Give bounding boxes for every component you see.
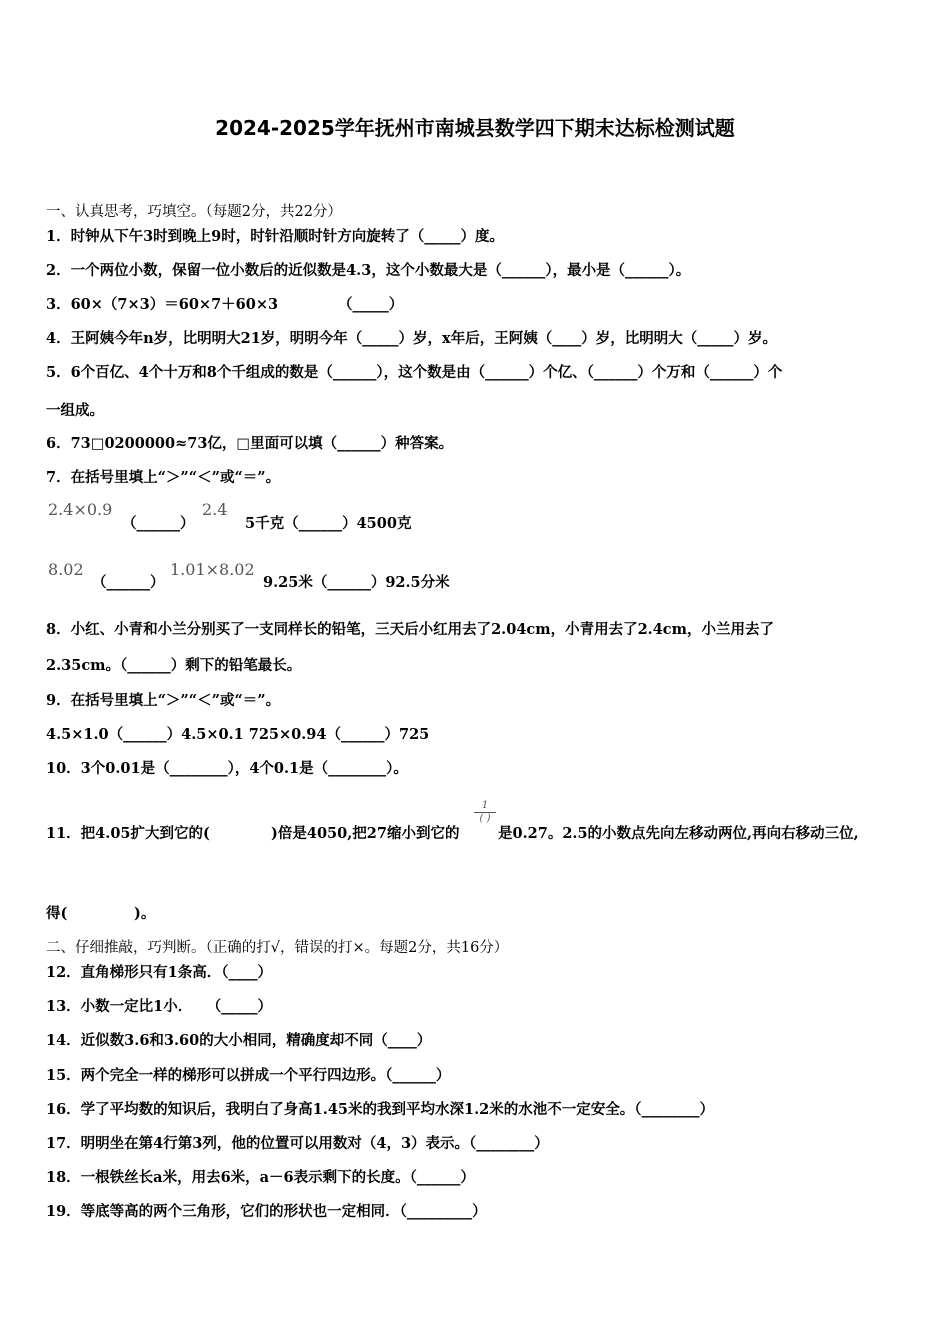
section-2-heading: 二、仔细推敲，巧判断。（正确的打√，错误的打×。每题2分，共16分） — [46, 940, 509, 956]
question-18: 18．一根铁丝长a米，用去6米，a－6表示剩下的长度。（______） — [46, 1169, 475, 1186]
question-5: 5．6个百亿、4个十万和8个千组成的数是（______），这个数是由（______）个亿、（______）个万和（______）个 — [46, 364, 783, 381]
question-2: 2．一个两位小数，保留一位小数后的近似数是4.3，这个小数最大是（______），最小是（______）。 — [46, 262, 691, 279]
question-9-items: 4.5×1.0（______）4.5×0.1 725×0.94（______）725 — [46, 726, 430, 743]
question-8-cont: 2.35cm。（______）剩下的铅笔最长。 — [46, 657, 302, 674]
q7-r1-right: 2.4 — [202, 500, 228, 519]
q11-fraction-numerator: 1 — [474, 800, 496, 813]
question-3: 3．60×（7×3）＝60×7＋60×3 — [46, 296, 279, 313]
q7-r2-right: 1.01×8.02 — [170, 560, 255, 579]
question-15: 15．两个完全一样的梯形可以拼成一个平行四边形。（______） — [46, 1067, 451, 1084]
q7-r2-blank: （______） — [92, 574, 165, 591]
question-14: 14．近似数3.6和3.60的大小相同，精确度却不同（____） — [46, 1032, 432, 1049]
section-1-heading: 一、认真思考，巧填空。（每题2分，共22分） — [46, 204, 342, 220]
q7-r1-item: 5千克（______）4500克 — [245, 515, 412, 532]
q7-r2-left: 8.02 — [48, 560, 84, 579]
question-11-d: 得( — [46, 905, 68, 922]
question-16: 16．学了平均数的知识后，我明白了身高1.45米的我到平均水深1.2米的水池不一定安全。（________） — [46, 1101, 714, 1118]
question-3-blank: （_____） — [338, 296, 404, 313]
question-11-a: 11．把4.05扩大到它的( — [46, 825, 210, 842]
question-11-b: )倍是4050,把27缩小到它的 — [271, 825, 460, 842]
question-11-c: 是0.27。2.5的小数点先向左移动两位,再向右移动三位, — [498, 825, 859, 842]
question-19: 19．等底等高的两个三角形，它们的形状也一定相同．（_________） — [46, 1203, 487, 1220]
question-5-cont: 一组成。 — [46, 402, 104, 419]
question-4: 4．王阿姨今年n岁，比明明大21岁，明明今年（_____）岁，x年后，王阿姨（____）岁，比明明大（_____）岁。 — [46, 330, 777, 347]
question-9: 9．在括号里填上“＞”“＜”或“＝”。 — [46, 692, 281, 709]
question-8: 8．小红、小青和小兰分别买了一支同样长的铅笔，三天后小红用去了2.04cm，小青用去了2.4cm，小兰用去了 — [46, 621, 774, 638]
page-title: 2024-2025学年抚州市南城县数学四下期末达标检测试题 — [215, 116, 735, 140]
question-10: 10．3个0.01是（________），4个0.1是（________）。 — [46, 760, 408, 777]
question-17: 17．明明坐在第4行第3列，他的位置可以用数对（4，3）表示。（________） — [46, 1135, 549, 1152]
q7-r1-blank: （______） — [122, 515, 195, 532]
question-6: 6．73□0200000≈73亿，□里面可以填（______）种答案。 — [46, 435, 454, 452]
q7-r1-left: 2.4×0.9 — [48, 500, 113, 519]
q11-fraction — [474, 800, 496, 825]
question-13: 13．小数一定比1小． （_____） — [46, 998, 273, 1015]
question-11-e: )。 — [134, 905, 156, 922]
question-12: 12．直角梯形只有1条高．（____） — [46, 964, 273, 981]
question-7: 7．在括号里填上“＞”“＜”或“＝”。 — [46, 469, 281, 486]
q7-r2-item: 9.25米（______）92.5分米 — [263, 574, 450, 591]
question-1: 1．时钟从下午3时到晚上9时，时针沿顺时针方向旋转了（_____）度。 — [46, 228, 505, 245]
q11-fraction-denominator: ( ) — [479, 813, 491, 824]
